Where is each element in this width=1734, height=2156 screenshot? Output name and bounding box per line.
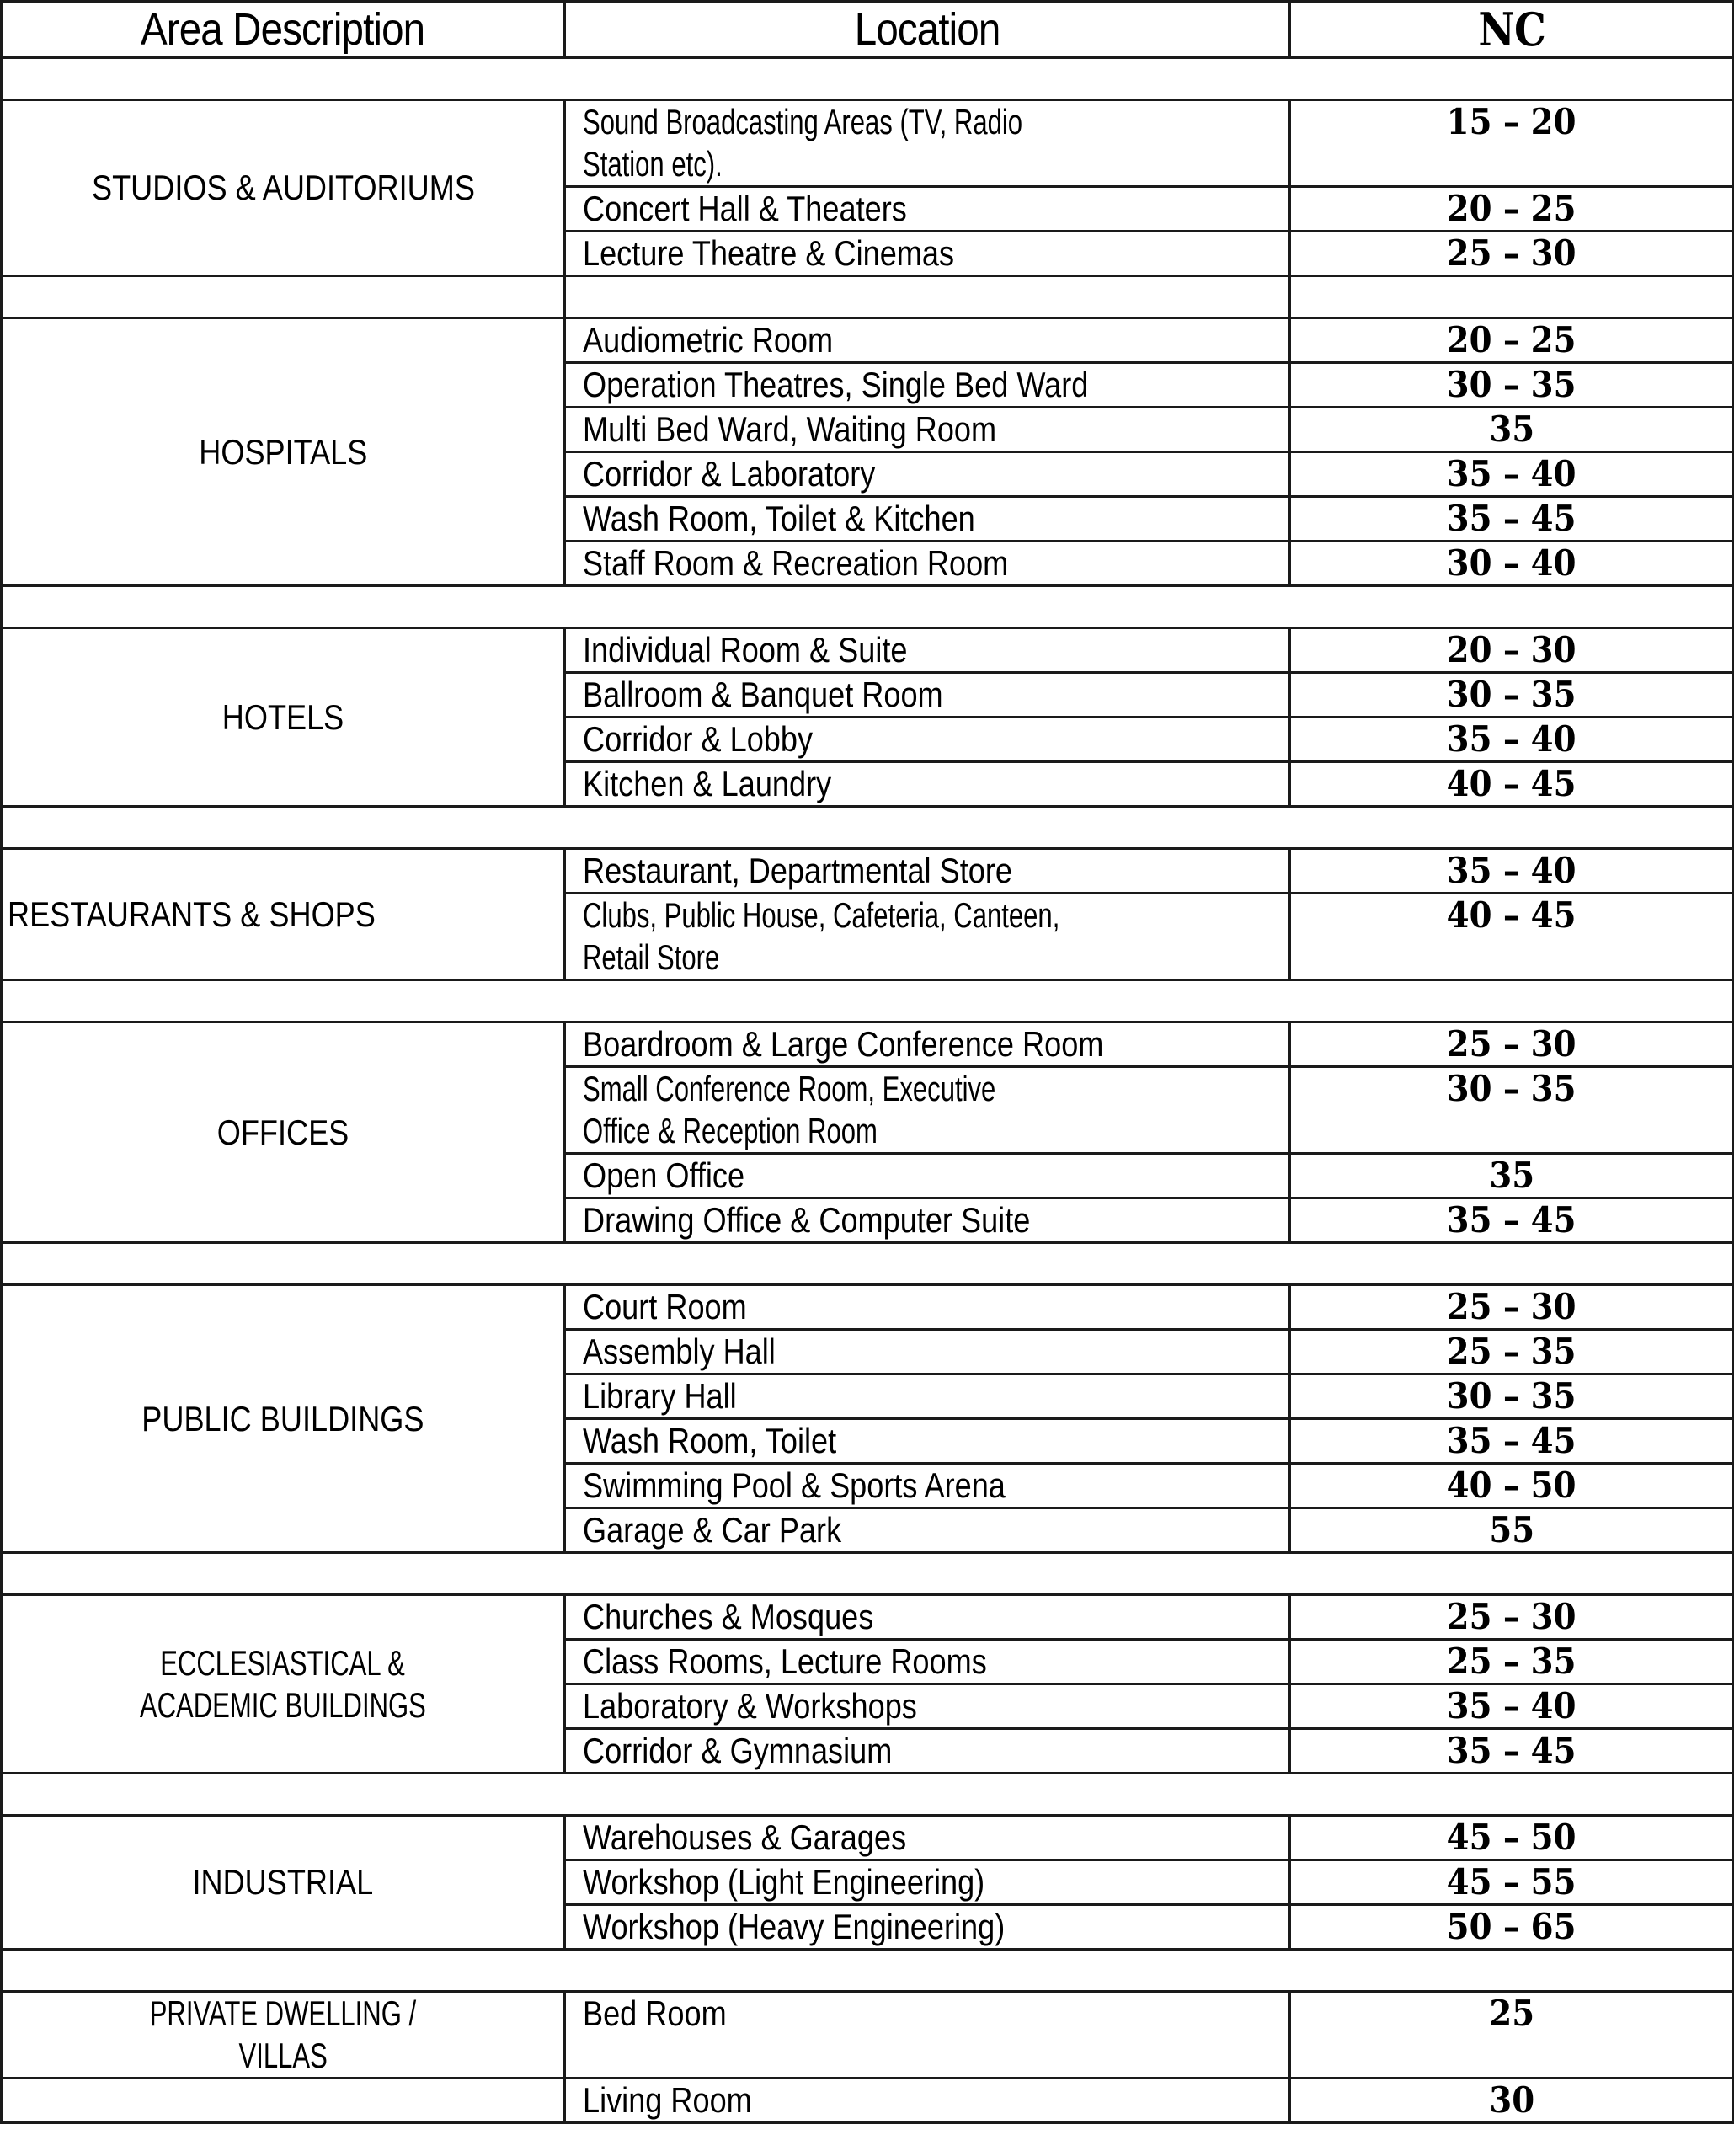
spacer-cell (2, 1553, 1734, 1595)
spacer-cell (2, 807, 1734, 849)
location-label: Concert Hall & Theaters (583, 189, 907, 228)
table-row (2, 2079, 1734, 2123)
location-label: Restaurant, Departmental Store (583, 851, 1012, 890)
location-label: Corridor & Laboratory (583, 454, 876, 494)
location-cell (565, 408, 1290, 452)
nc-value: 35 – 40 (1447, 453, 1577, 494)
location-cell (565, 452, 1290, 497)
nc-value: 35 – 40 (1447, 718, 1577, 760)
nc-value: 35 (1489, 408, 1534, 450)
location-cell (565, 849, 1290, 894)
table-row (2, 628, 1734, 673)
spacer-cell (2, 1243, 1734, 1285)
location-cell (565, 1905, 1290, 1950)
area-label: INDUSTRIAL (192, 1862, 374, 1902)
area-offices (2, 1022, 565, 1243)
location-cell (565, 1816, 1290, 1860)
nc-cell (1290, 100, 1734, 187)
nc-cell (1290, 1595, 1734, 1640)
area-restaurants-shops (2, 849, 565, 980)
table-row (2, 1992, 1734, 2079)
nc-value: 30 – 35 (1447, 1068, 1577, 1109)
nc-cell (1290, 1464, 1734, 1508)
nc-value: 30 – 35 (1447, 364, 1577, 405)
nc-value: 35 – 40 (1447, 850, 1577, 891)
nc-value: 45 – 55 (1447, 1861, 1577, 1903)
nc-cell (1290, 318, 1734, 363)
nc-cell (1290, 542, 1734, 586)
location-line: Office & Reception Room (583, 1111, 878, 1150)
nc-cell (1290, 1285, 1734, 1330)
nc-cell (1290, 673, 1734, 718)
spacer-cell (2, 1774, 1734, 1816)
nc-cell (1290, 1684, 1734, 1729)
location-label: Open Office (583, 1155, 745, 1195)
nc-cell (1290, 1992, 1734, 2079)
nc-cell (1290, 1022, 1734, 1067)
location-cell (565, 894, 1290, 980)
nc-value: 25 – 35 (1447, 1331, 1577, 1372)
area-hospitals (2, 318, 565, 586)
nc-value: 20 – 30 (1447, 629, 1577, 670)
location-cell (565, 542, 1290, 586)
area-line: VILLAS (238, 2036, 328, 2075)
nc-cell (1290, 1198, 1734, 1243)
location-cell (565, 1419, 1290, 1464)
spacer-cell (2, 980, 1734, 1022)
nc-value: 30 – 40 (1447, 542, 1577, 584)
location-cell (565, 232, 1290, 276)
header-nc (1290, 2, 1734, 58)
area-line: ACADEMIC BUILDINGS (139, 1684, 427, 1725)
nc-cell (1290, 1508, 1734, 1553)
location-label: Living Room (583, 2080, 752, 2120)
spacer-cell (2, 276, 565, 318)
area-label (116, 1642, 449, 1726)
area-label: RESTAURANTS & SHOPS (8, 894, 376, 934)
location-cell (565, 1022, 1290, 1067)
nc-value: 55 (1489, 1509, 1534, 1550)
empty-area-cell (2, 2079, 565, 2123)
nc-cell (1290, 1816, 1734, 1860)
location-label: Kitchen & Laundry (583, 764, 832, 803)
spacer-cell (2, 1950, 1734, 1992)
location-cell (565, 673, 1290, 718)
location-label: Swimming Pool & Sports Arena (583, 1465, 1006, 1505)
location-cell (565, 100, 1290, 187)
location-cell (565, 187, 1290, 232)
area-label: HOSPITALS (198, 431, 368, 472)
location-label: Ballroom & Banquet Room (583, 675, 943, 714)
location-cell (565, 1729, 1290, 1774)
nc-value: 35 – 40 (1447, 1685, 1577, 1726)
nc-cell (1290, 849, 1734, 894)
spacer-row (2, 1243, 1734, 1285)
spacer-row (2, 1774, 1734, 1816)
table-row (2, 1285, 1734, 1330)
location-label: Workshop (Heavy Engineering) (583, 1907, 1006, 1946)
location-line: Retail Store (583, 937, 720, 977)
nc-cell (1290, 408, 1734, 452)
nc-value: 25 – 30 (1447, 232, 1577, 274)
location-label: Wash Room, Toilet (583, 1421, 837, 1460)
location-label: Wash Room, Toilet & Kitchen (583, 499, 975, 538)
location-label: Garage & Car Park (583, 1510, 842, 1550)
nc-value: 25 – 30 (1447, 1286, 1577, 1327)
nc-cell (1290, 497, 1734, 542)
nc-cell (1290, 187, 1734, 232)
area-label: PUBLIC BUILDINGS (141, 1398, 424, 1438)
nc-cell (1290, 894, 1734, 980)
spacer-cell (2, 586, 1734, 628)
nc-cell (1290, 628, 1734, 673)
nc-cell (1290, 1729, 1734, 1774)
nc-cell (1290, 2079, 1734, 2123)
nc-cell (1290, 1860, 1734, 1905)
nc-value: 35 – 45 (1447, 1420, 1577, 1461)
nc-cell (1290, 363, 1734, 408)
area-label: STUDIOS & AUDITORIUMS (91, 168, 475, 207)
spacer-row (2, 807, 1734, 849)
nc-value: 15 – 20 (1447, 101, 1577, 142)
nc-value: 35 – 45 (1447, 498, 1577, 539)
location-label: Individual Room & Suite (583, 630, 908, 670)
nc-value: 35 – 45 (1447, 1199, 1577, 1241)
location-cell (565, 497, 1290, 542)
location-label: Audiometric Room (583, 320, 834, 360)
header-location (565, 2, 1290, 58)
nc-cell (1290, 1905, 1734, 1950)
table-row (2, 318, 1734, 363)
nc-cell (1290, 452, 1734, 497)
location-line: Small Conference Room, Executive (583, 1069, 996, 1108)
area-line: PRIVATE DWELLING / (149, 1993, 417, 2033)
location-cell (565, 1285, 1290, 1330)
header-row (2, 2, 1734, 58)
location-cell (565, 318, 1290, 363)
location-cell (565, 1860, 1290, 1905)
location-cell (565, 1374, 1290, 1419)
nc-value: 40 – 50 (1447, 1465, 1577, 1506)
area-line: ECCLESIASTICAL & (160, 1642, 406, 1683)
nc-cell (1290, 1640, 1734, 1684)
location-cell (565, 1508, 1290, 1553)
location-cell (565, 762, 1290, 807)
header-nc-label: NC (1478, 3, 1545, 56)
nc-value: 30 – 35 (1447, 674, 1577, 715)
header-area-description (2, 2, 565, 58)
nc-value: 50 – 65 (1447, 1906, 1577, 1947)
location-line: Sound Broadcasting Areas (TV, Radio (583, 102, 1023, 141)
nc-cell (1290, 1374, 1734, 1419)
location-cell (565, 1640, 1290, 1684)
nc-value: 30 (1489, 2079, 1534, 2121)
location-label: Corridor & Lobby (583, 719, 814, 759)
location-label: Warehouses & Garages (583, 1817, 907, 1857)
header-area-label: Area Description (141, 4, 425, 55)
location-cell (565, 1067, 1290, 1154)
nc-value: 20 – 25 (1447, 319, 1577, 360)
nc-cell (1290, 718, 1734, 762)
location-label: Staff Room & Recreation Room (583, 543, 1009, 583)
area-industrial (2, 1816, 565, 1950)
location-label: Library Hall (583, 1376, 737, 1416)
location-label: Operation Theatres, Single Bed Ward (583, 365, 1089, 404)
location-label: Churches & Mosques (583, 1597, 874, 1636)
area-ecclesiastical-academic (2, 1595, 565, 1774)
location-label: Lecture Theatre & Cinemas (583, 233, 955, 273)
table-row (2, 1022, 1734, 1067)
location-cell (565, 1992, 1290, 2079)
area-label: OFFICES (216, 1112, 349, 1152)
spacer-row (2, 58, 1734, 100)
spacer-row (2, 980, 1734, 1022)
location-cell (565, 718, 1290, 762)
location-label: Corridor & Gymnasium (583, 1731, 893, 1770)
spacer-row (2, 276, 1734, 318)
location-cell (565, 1198, 1290, 1243)
location-cell (565, 1595, 1290, 1640)
spacer-cell (1290, 276, 1734, 318)
area-hotels (2, 628, 565, 807)
nc-value: 25 – 35 (1447, 1641, 1577, 1682)
nc-value: 35 (1489, 1155, 1534, 1196)
nc-cell (1290, 1067, 1734, 1154)
location-label: Drawing Office & Computer Suite (583, 1200, 1031, 1240)
nc-value: 25 (1489, 1993, 1534, 2034)
nc-cell (1290, 1330, 1734, 1374)
nc-cell (1290, 1419, 1734, 1464)
nc-value: 25 – 30 (1447, 1596, 1577, 1637)
spacer-row (2, 1950, 1734, 1992)
spacer-cell (565, 276, 1290, 318)
location-line: Clubs, Public House, Cafeteria, Canteen, (583, 895, 1060, 935)
location-cell (565, 1330, 1290, 1374)
spacer-cell (2, 58, 1734, 100)
location-label: Bed Room (583, 1993, 727, 2033)
location-cell (565, 363, 1290, 408)
location-label: Assembly Hall (583, 1331, 776, 1371)
nc-value: 45 – 50 (1447, 1817, 1577, 1858)
location-label (583, 894, 1138, 979)
nc-value: 40 – 45 (1447, 894, 1577, 936)
area-label (128, 1993, 438, 2077)
location-cell (565, 628, 1290, 673)
nc-cell (1290, 1154, 1734, 1198)
location-label: Multi Bed Ward, Waiting Room (583, 409, 997, 449)
location-label: Boardroom & Large Conference Room (583, 1024, 1104, 1064)
location-label (583, 1068, 1063, 1152)
nc-value: 35 – 45 (1447, 1730, 1577, 1771)
nc-cell (1290, 232, 1734, 276)
area-public-buildings (2, 1285, 565, 1553)
location-label: Workshop (Light Engineering) (583, 1862, 985, 1902)
area-studios-auditoriums (2, 100, 565, 276)
table-row (2, 1595, 1734, 1640)
nc-value: 20 – 25 (1447, 188, 1577, 229)
location-cell (565, 1464, 1290, 1508)
area-private-dwelling-villas (2, 1992, 565, 2079)
nc-value: 30 – 35 (1447, 1375, 1577, 1417)
location-line: Station etc). (583, 144, 723, 184)
location-cell (565, 1154, 1290, 1198)
spacer-row (2, 1553, 1734, 1595)
area-label: HOTELS (221, 696, 344, 737)
location-label (583, 101, 1094, 185)
location-label: Court Room (583, 1287, 747, 1326)
header-location-label: Location (854, 4, 1000, 55)
spacer-row (2, 586, 1734, 628)
location-cell (565, 2079, 1290, 2123)
table-row (2, 100, 1734, 187)
table-row (2, 1816, 1734, 1860)
location-cell (565, 1684, 1290, 1729)
nc-value: 40 – 45 (1447, 763, 1577, 804)
nc-cell (1290, 762, 1734, 807)
location-label: Class Rooms, Lecture Rooms (583, 1641, 987, 1681)
table-row (2, 849, 1734, 894)
nc-value: 25 – 30 (1447, 1023, 1577, 1065)
location-label: Laboratory & Workshops (583, 1686, 917, 1726)
